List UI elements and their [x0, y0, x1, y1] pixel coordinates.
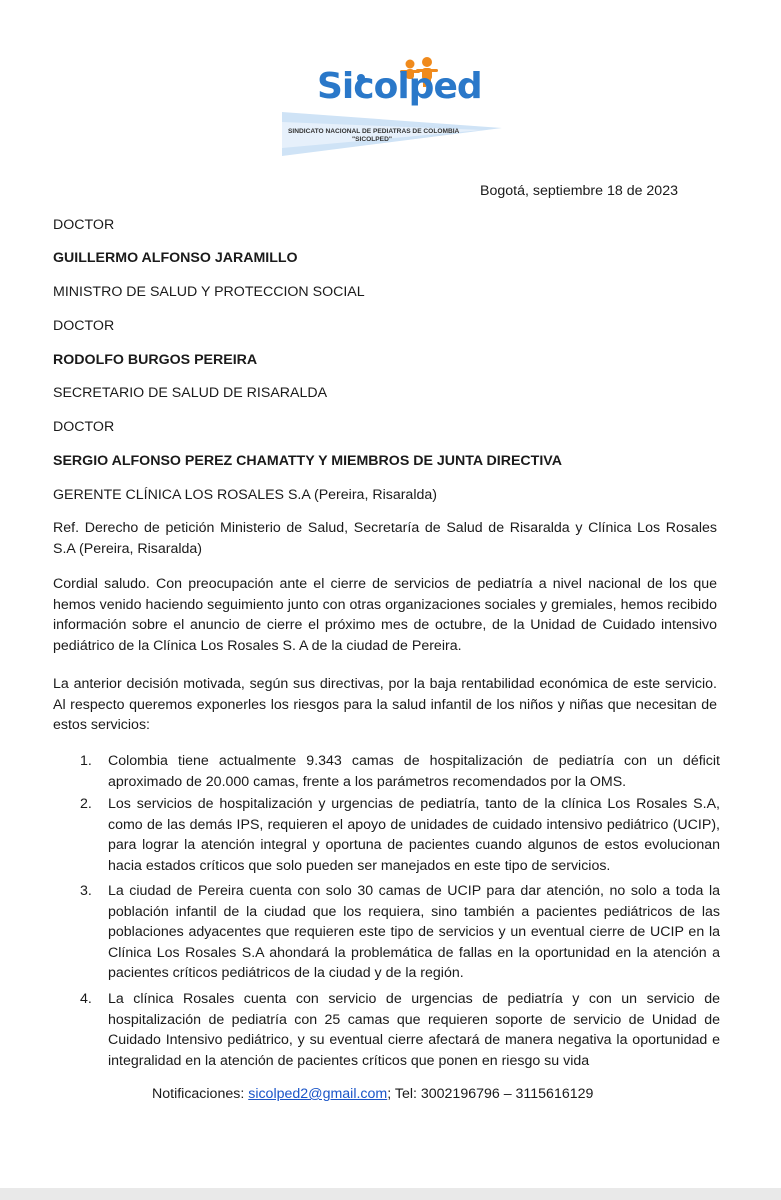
- addressee-1-name: GUILLERMO ALFONSO JARAMILLO: [53, 250, 298, 266]
- list-item-text: La ciudad de Pereira cuenta con solo 30 camas de UCIP para dar atención, no solo a toda la población infantil de la ciudad que los requiera, sino también a pacientes pediátricos de las poblaciones adyacentes que requieren este tipo de servicios y un eventual cierre de UCIP en la Clínica Los Rosales S.A ahondará la problemática de fallas en la oportunidad en la atención a pacientes críticos pediátricos de la ciudad y de la región.: [108, 883, 720, 981]
- list-item-text: La clínica Rosales cuenta con servicio de urgencias de pediatría y con un servicio de hospitalización de pediatría con 25 camas que requieren soporte de servicio de Unidad de Cuidado Intensivo pediátrico, y su eventual cierre afectará de manera negativa la oportunidad e integralidad en la atención de pacientes críticos que ponen en riesgo su vida: [108, 991, 720, 1069]
- addressee-3-role: GERENTE CLÍNICA LOS ROSALES S.A (Pereira, Risaralda): [53, 487, 437, 503]
- list-item-2: [80, 794, 720, 876]
- list-item-4: [80, 989, 720, 1071]
- logo-wordmark: Sicolped: [317, 66, 482, 107]
- reference-line: Ref. Derecho de petición Ministerio de Salud, Secretaría de Salud de Risaralda y Clínica Los Rosales S.A (Pereira, Risaralda): [53, 520, 717, 557]
- logo-subtitle: SINDICATO NACIONAL DE PEDIATRAS DE COLOMBIA: [288, 128, 460, 135]
- logo-subtitle-acronym: "SICOLPED": [352, 136, 392, 143]
- sicolped-logo: [282, 56, 502, 156]
- list-number: 4.: [80, 991, 92, 1007]
- list-number: 1.: [80, 753, 92, 769]
- addressee-3-title: DOCTOR: [53, 419, 115, 435]
- letter-date: Bogotá, septiembre 18 de 2023: [480, 183, 678, 199]
- addressee-2-name: RODOLFO BURGOS PEREIRA: [53, 352, 258, 368]
- body-paragraph-1: Cordial saludo. Con preocupación ante el cierre de servicios de pediatría a nivel nacional de los que hemos venido haciendo seguimiento junto con otras organizaciones sociales y gremiales, hemos recibido información sobre el anuncio de cierre el próximo mes de octubre, de la Unidad de Cuidado intensivo pediátrico de la Clínica Los Rosales S. A de la ciudad de Pereira.: [53, 576, 717, 654]
- list-item-1: [80, 751, 720, 792]
- list-item-text: Los servicios de hospitalización y urgencias de pediatría, tanto de la clínica Los Rosales S.A, como de las demás IPS, requieren el apoyo de unidades de cuidado intensivo pediátrico (UCIP), para lograr la atención integral y oportuna de pacientes cuando algunos de estos evolucionan hacia estados críticos que solo pueden ser manejados en este tipo de servicios.: [108, 796, 720, 874]
- addressee-2-title: DOCTOR: [53, 318, 115, 334]
- list-item-3: [80, 881, 720, 984]
- footer-notifications: [152, 1086, 593, 1102]
- list-item-text: Colombia tiene actualmente 9.343 camas de hospitalización de pediatría con un déficit aproximado de 20.000 camas, frente a los parámetros recomendados por la OMS.: [108, 753, 720, 790]
- footer-email-link[interactable]: sicolped2@gmail.com: [248, 1086, 388, 1102]
- footer-phone: ; Tel: 3002196796 – 3115616129: [387, 1086, 594, 1102]
- addressee-1-title: DOCTOR: [53, 217, 115, 233]
- list-number: 3.: [80, 883, 92, 899]
- addressee-1-role: MINISTRO DE SALUD Y PROTECCION SOCIAL: [53, 284, 365, 300]
- bottom-strip: [0, 1188, 781, 1200]
- body-paragraph-2: La anterior decisión motivada, según sus directivas, por la baja rentabilidad económica de este servicio. Al respecto queremos exponerles los riesgos para la salud infantil de los niños y niñas que necesitan de estos servicios:: [53, 676, 717, 733]
- footer-label: Notificaciones:: [152, 1086, 245, 1102]
- addressee-2-role: SECRETARIO DE SALUD DE RISARALDA: [53, 385, 328, 401]
- list-number: 2.: [80, 796, 92, 812]
- addressee-3-name: SERGIO ALFONSO PEREZ CHAMATTY Y MIEMBROS DE JUNTA DIRECTIVA: [53, 453, 562, 469]
